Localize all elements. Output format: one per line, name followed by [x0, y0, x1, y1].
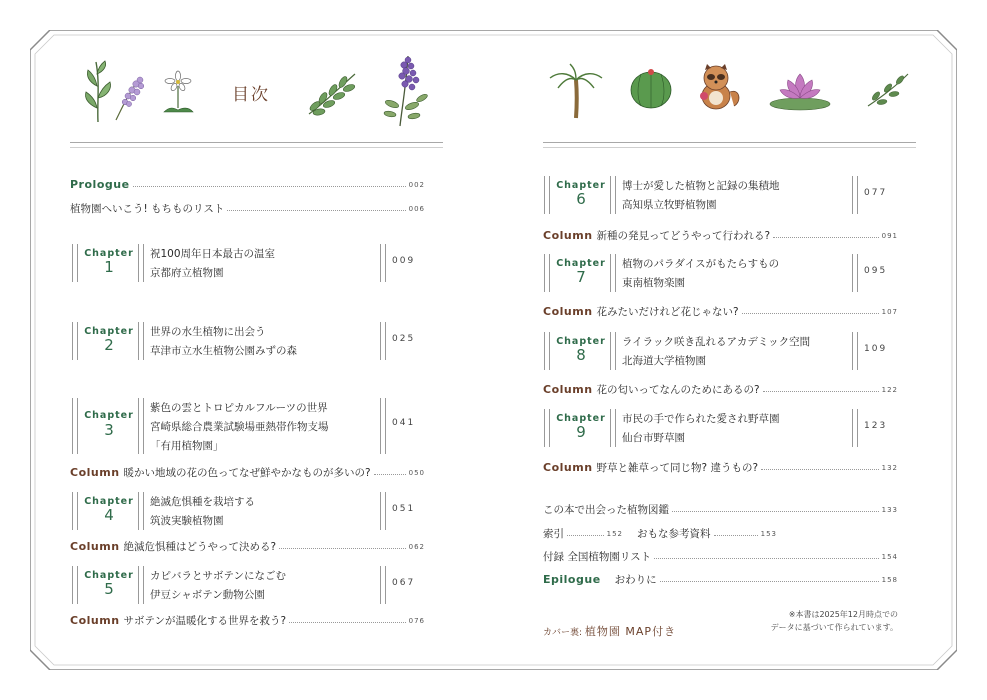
column-title: 暖かい地域の花の色ってなぜ鮮やかなものが多いの? [123, 467, 371, 479]
toc-entry-column-4[interactable] [543, 228, 898, 243]
chapter-number: 3 [104, 421, 114, 439]
lilac-flower-icon [110, 72, 150, 122]
column-tag: Column [543, 305, 593, 318]
chapter-number: 6 [576, 190, 586, 208]
chapter-bar [72, 322, 78, 360]
leader-dots [761, 469, 879, 470]
chapter-divider [138, 322, 144, 360]
chapter-divider [610, 254, 616, 292]
chapter-1-entry[interactable] [72, 244, 427, 282]
page-box [852, 332, 858, 370]
column-title: サボテンが温暖化する世界を救う? [123, 615, 287, 627]
chapter-label: Chapter [84, 248, 134, 259]
chapter-number: 4 [104, 506, 114, 524]
cover-note [543, 623, 676, 639]
furoku-label: 付録 全国植物園リスト [543, 551, 652, 563]
leader-dots [289, 622, 406, 623]
chapter-title: 世界の水生植物に出会う [150, 326, 266, 338]
chapter-garden: 北海道大学植物園 [622, 355, 706, 367]
page-box [380, 566, 386, 604]
chapter-bar [544, 332, 550, 370]
footnote-line-1: ※本書は2025年12月時点での [788, 610, 898, 619]
chapter-number: 9 [576, 423, 586, 441]
toc-entry-furoku[interactable] [543, 549, 898, 564]
chapter-8-entry[interactable] [544, 332, 899, 370]
page-number: 158 [881, 575, 898, 584]
chapter-6-entry[interactable] [544, 176, 899, 214]
chapter-label: Chapter [84, 570, 134, 581]
epilogue-tag: Epilogue [543, 573, 601, 586]
chapter-title: 植物のパラダイスがもたらすもの [622, 258, 780, 270]
left-top-rule [70, 142, 443, 143]
lotus-icon [768, 72, 832, 112]
page-number: 006 [408, 204, 425, 213]
page-box [380, 398, 386, 454]
chapter-garden: 伊豆シャボテン動物公園 [150, 589, 265, 601]
left-top-rule-2 [70, 147, 443, 148]
chapter-label: Chapter [84, 410, 134, 421]
chapter-label: Chapter [556, 413, 606, 424]
chapter-3-entry[interactable] [72, 398, 427, 454]
page-number: 153 [760, 529, 777, 538]
chapter-5-entry[interactable] [72, 566, 427, 604]
leader-dots [374, 474, 406, 475]
page-number: 152 [606, 529, 623, 538]
white-flower-icon [160, 68, 196, 116]
leader-dots [279, 548, 406, 549]
column-title: 野草と雑草って同じ物? 違うもの? [596, 462, 759, 474]
page-number: 122 [881, 385, 898, 394]
chapter-divider [138, 492, 144, 530]
toc-entry-column-3[interactable] [70, 613, 425, 628]
chapter-title: 絶滅危惧種を栽培する [150, 496, 255, 508]
chapter-2-entry[interactable] [72, 322, 427, 360]
leader-dots [714, 535, 758, 536]
chapter-title: カピバラとサボテンになごむ [150, 570, 286, 582]
chapter-garden: 東南植物楽園 [622, 277, 685, 289]
small-branch-icon [864, 70, 910, 110]
toc-entry-column-2[interactable] [70, 539, 425, 554]
chapter-title: 紫色の雲とトロピカルフルーツの世界 [150, 402, 328, 414]
page-number: 051 [392, 504, 416, 514]
chapter-bar [72, 492, 78, 530]
column-tag: Column [70, 466, 120, 479]
chapter-divider [138, 566, 144, 604]
column-tag: Column [543, 461, 593, 474]
cactus-icon [626, 66, 676, 110]
right-top-rule [543, 142, 916, 143]
chapter-label: Chapter [84, 496, 134, 507]
sakuin-label: 索引 [543, 528, 564, 540]
page-number: 123 [864, 421, 888, 431]
leader-dots [763, 391, 879, 392]
chapter-divider [610, 409, 616, 447]
chapter-bar [72, 398, 78, 454]
chapter-number: 2 [104, 336, 114, 354]
cover-prefix: カバー裏: [543, 628, 583, 638]
column-title: 花みたいだけれど花じゃない? [596, 306, 739, 318]
chapter-divider [138, 244, 144, 282]
column-title: 新種の発見ってどうやって行われる? [596, 230, 771, 242]
chapter-garden: 筑波実験植物園 [150, 515, 224, 527]
toc-entry-mochimono[interactable] [70, 201, 425, 216]
chapter-divider [138, 398, 144, 454]
chapter-garden: 仙台市野草園 [622, 432, 685, 444]
leader-dots [654, 558, 878, 559]
toc-entry-sakuin[interactable] [543, 526, 623, 541]
page-number: 067 [392, 578, 416, 588]
chapter-garden: 京都府立植物園 [150, 267, 224, 279]
leader-dots [227, 210, 405, 211]
chapter-number: 8 [576, 346, 586, 364]
page-title: 目次 [232, 85, 270, 105]
palm-tree-icon [548, 62, 604, 120]
mochimono-label: 植物園へいこう! もちものリスト [70, 203, 225, 215]
chapter-title: 博士が愛した植物と記録の集積地 [622, 180, 780, 192]
page-number: 062 [408, 542, 425, 551]
chapter-garden: 宮崎県総合農業試験場亜熱帯作物支場 [150, 421, 329, 433]
column-tag: Column [70, 540, 120, 553]
cover-main: 植物園 MAP付き [584, 625, 677, 638]
leader-dots [773, 237, 879, 238]
column-title: 花の匂いってなんのためにあるの? [596, 384, 760, 396]
toc-entry-column-1[interactable] [70, 465, 425, 480]
leader-dots [567, 535, 604, 536]
footnote [726, 608, 898, 634]
chapter-title: 市民の手で作られた愛され野草園 [622, 413, 780, 425]
epilogue-label: おわりに [614, 574, 657, 586]
chapter-number: 1 [104, 258, 114, 276]
page-box [380, 492, 386, 530]
page-number: 076 [408, 616, 425, 625]
chapter-bar [72, 244, 78, 282]
chapter-title: ライラック咲き乱れるアカデミック空間 [622, 336, 811, 348]
page-number: 154 [881, 552, 898, 561]
chapter-bar [544, 254, 550, 292]
wisteria-icon [382, 52, 434, 128]
toc-entry-column-5[interactable] [543, 304, 898, 319]
leader-dots [133, 186, 406, 187]
page-number: 132 [881, 463, 898, 472]
chapter-garden-2: 「有用植物園」 [150, 440, 224, 452]
sanko-label: おもな参考資料 [637, 528, 711, 540]
page-number: 107 [881, 307, 898, 316]
prologue-label: Prologue [70, 178, 130, 191]
chapter-7-entry[interactable] [544, 254, 899, 292]
page-number: 009 [392, 256, 416, 266]
chapter-9-entry[interactable] [544, 409, 899, 447]
chapter-garden: 草津市立水生植物公園みずの森 [150, 345, 297, 357]
column-tag: Column [70, 614, 120, 627]
chapter-divider [610, 176, 616, 214]
toc-entry-zukan[interactable] [543, 502, 898, 517]
page-number: 025 [392, 334, 416, 344]
chapter-bar [544, 176, 550, 214]
chapter-4-entry[interactable] [72, 492, 427, 530]
chapter-title: 祝100周年日本最古の温室 [150, 248, 276, 260]
leader-dots [672, 511, 879, 512]
raccoon-dog-icon [692, 62, 744, 112]
chapter-bar [544, 409, 550, 447]
leader-dots [660, 581, 879, 582]
toc-entry-column-7[interactable] [543, 460, 898, 475]
page-box [852, 409, 858, 447]
page-number: 095 [864, 266, 888, 276]
chapter-label: Chapter [84, 326, 134, 337]
chapter-number: 5 [104, 580, 114, 598]
chapter-garden: 高知県立牧野植物園 [622, 199, 717, 211]
footnote-line-2: データに基づいて作られています。 [770, 623, 898, 632]
page-box [380, 244, 386, 282]
column-tag: Column [543, 383, 593, 396]
chapter-number: 7 [576, 268, 586, 286]
page-number: 109 [864, 344, 888, 354]
page-number: 002 [408, 180, 425, 189]
fern-leaves-icon [303, 68, 361, 120]
page-number: 077 [864, 188, 888, 198]
column-tag: Column [543, 229, 593, 242]
page-number: 041 [392, 418, 416, 428]
chapter-label: Chapter [556, 180, 606, 191]
chapter-label: Chapter [556, 258, 606, 269]
chapter-label: Chapter [556, 336, 606, 347]
toc-entry-sanko[interactable] [637, 526, 777, 541]
chapter-bar [72, 566, 78, 604]
page-box [852, 254, 858, 292]
page-box [852, 176, 858, 214]
toc-entry-prologue[interactable] [70, 178, 425, 191]
zukan-label: この本で出会った植物図鑑 [543, 504, 669, 516]
leader-dots [742, 313, 879, 314]
page-number: 050 [408, 468, 425, 477]
right-top-rule-2 [543, 147, 916, 148]
page-box [380, 322, 386, 360]
page-number: 091 [881, 231, 898, 240]
column-title: 絶滅危惧種はどうやって決める? [123, 541, 277, 553]
toc-entry-column-6[interactable] [543, 382, 898, 397]
chapter-divider [610, 332, 616, 370]
page-number: 133 [881, 505, 898, 514]
toc-entry-epilogue[interactable] [543, 572, 898, 587]
